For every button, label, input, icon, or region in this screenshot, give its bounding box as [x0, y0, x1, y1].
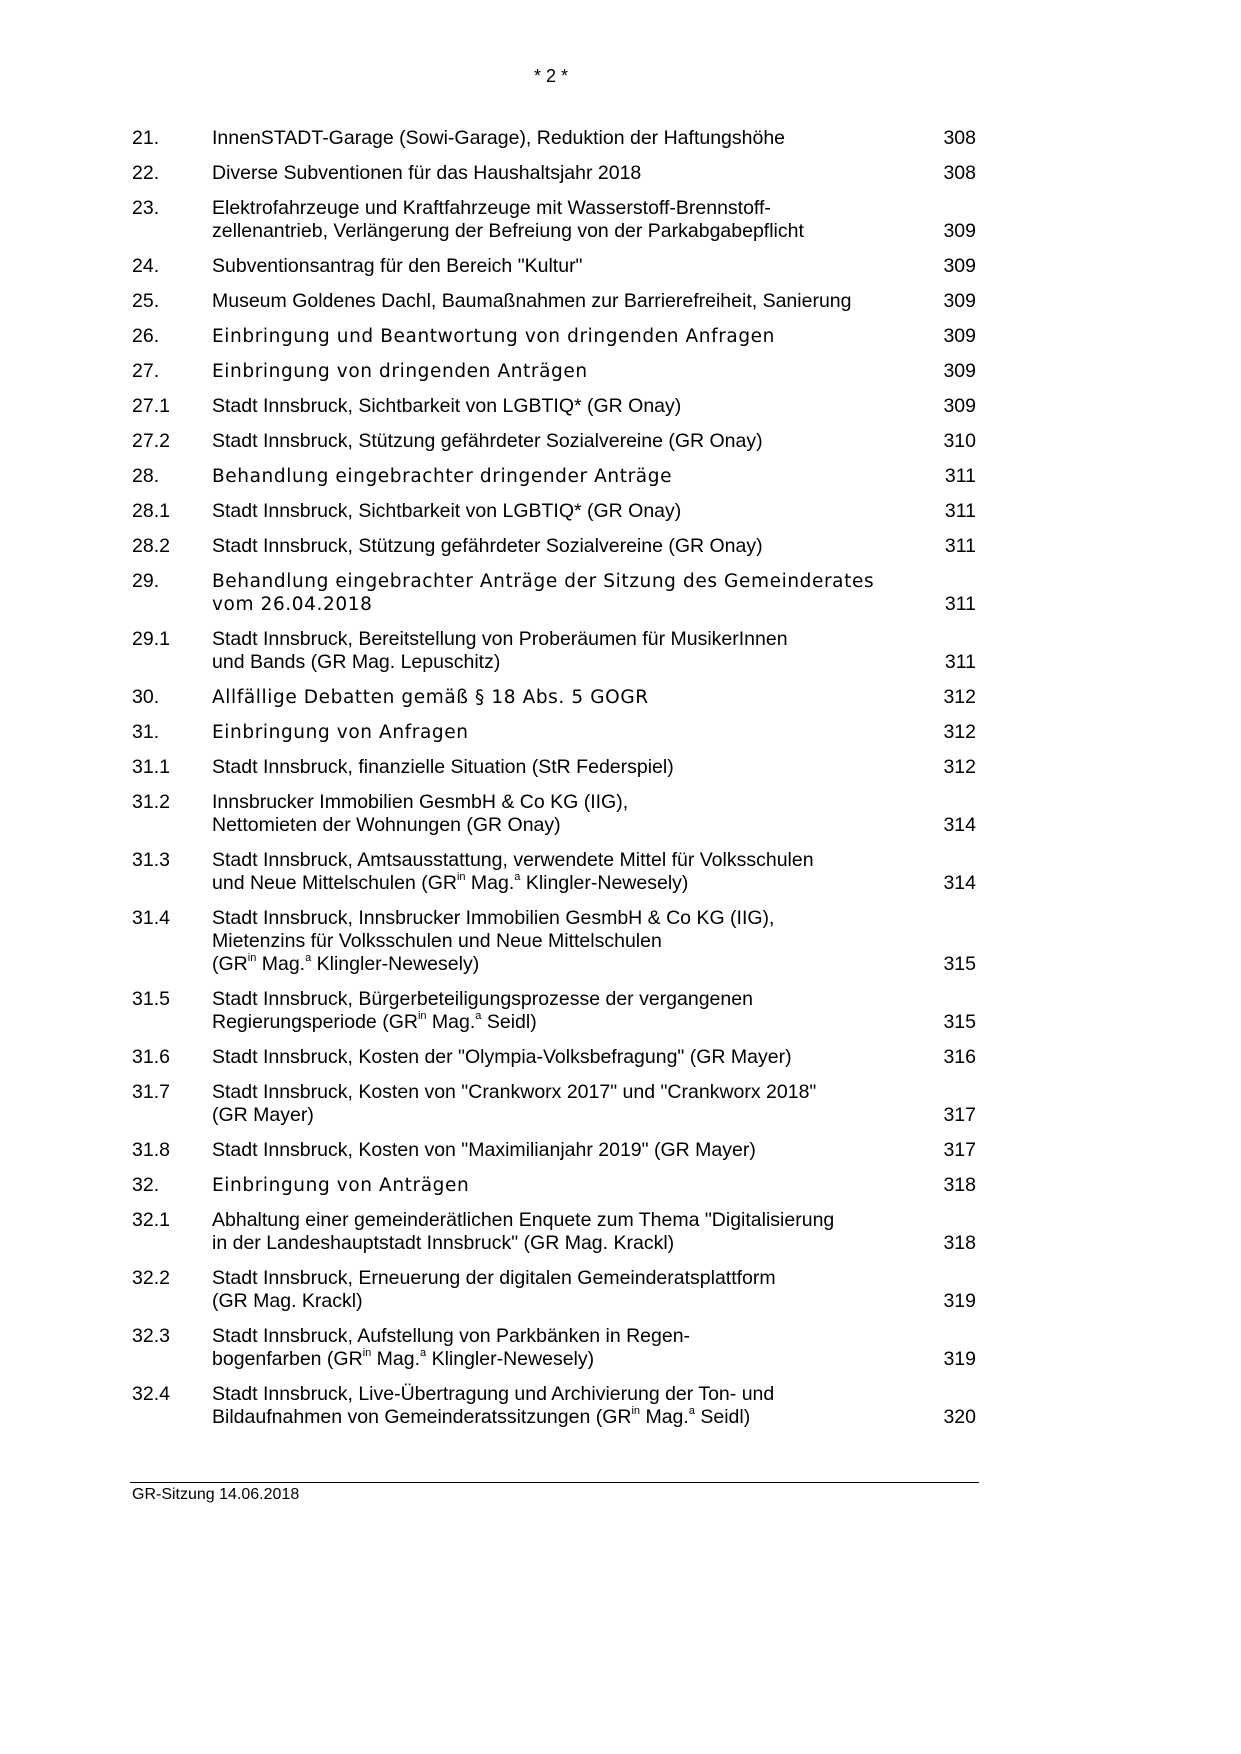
- toc-entry: [0, 1081, 1102, 1127]
- toc-entry: [0, 465, 1102, 488]
- toc-entry-number: 32.: [132, 1174, 160, 1196]
- toc-entry: [0, 255, 1102, 278]
- toc-entry: [0, 1139, 1102, 1162]
- toc-entry: [0, 360, 1102, 383]
- toc-entry-page: 312: [943, 686, 976, 708]
- toc-entry-title: Stadt Innsbruck, Kosten von "Maximilianjahr 2019" (GR Mayer): [212, 1139, 756, 1161]
- toc-entry-page: 312: [943, 756, 976, 778]
- toc-entry-page: 315: [943, 1011, 976, 1033]
- toc-entry: [0, 290, 1102, 313]
- toc-entry: [0, 907, 1102, 976]
- toc-entry: [0, 1383, 1102, 1429]
- toc-entry-number: 26.: [132, 325, 160, 347]
- toc-entry-page: 320: [943, 1406, 976, 1428]
- toc-entry: [0, 1046, 1102, 1069]
- toc-entry-number: 31.1: [132, 756, 170, 778]
- toc-entry: [0, 430, 1102, 453]
- toc-entry-title: Stadt Innsbruck, Aufstellung von Parkbänken in Regen- bogenfarben ($GR^{in}$ Mag.$^a$ Klingler-Newesely): [212, 1325, 691, 1370]
- toc-entry-page: 308: [943, 127, 976, 149]
- toc-entry-number: 21.: [132, 127, 160, 149]
- toc-entry: [0, 1267, 1102, 1313]
- toc-entry-title: Abhaltung einer gemeinderätlichen Enquete zum Thema "Digitalisierung in der Landeshauptstadt Innsbruck" (GR Mag. Krackl): [212, 1209, 835, 1254]
- toc-entry-number: 31.: [132, 721, 160, 743]
- toc-entry-page: 309: [943, 220, 976, 242]
- toc-entry-page: 319: [943, 1348, 976, 1370]
- toc-entry: [0, 1325, 1102, 1371]
- toc-entry: [0, 500, 1102, 523]
- toc-entry-page: 309: [943, 255, 976, 277]
- toc-entry-page: 314: [943, 814, 976, 836]
- toc-entry: [0, 197, 1102, 243]
- toc-entry-page: 311: [944, 593, 976, 615]
- toc-entry: [0, 325, 1102, 348]
- toc-entry-title: Stadt Innsbruck, Sichtbarkeit von LGBTIQ* (GR Onay): [212, 500, 682, 522]
- toc-entry-title: Stadt Innsbruck, Innsbrucker Immobilien GesmbH & Co KG (IIG), Mietenzins für Volksschulen und Neue Mittelschulen ($GR^{in}$ Mag.$^a$ Klingler-Newesely): [212, 907, 775, 975]
- toc-entry-title: Stadt Innsbruck, Bereitstellung von Proberäumen für MusikerInnen und Bands (GR Mag. Lepuschitz): [212, 628, 788, 673]
- toc-entry-title: Stadt Innsbruck, Live-Übertragung und Archivierung der Ton- und Bildaufnahmen von Gemeinderatssitzungen ($GR^{in}$ Mag.$^a$ Seidl): [212, 1383, 775, 1428]
- table-of-contents: [0, 127, 1102, 1441]
- toc-entry-page: 319: [943, 1290, 976, 1312]
- toc-entry-title: Diverse Subventionen für das Haushaltsjahr 2018: [212, 162, 642, 184]
- toc-entry-page: 311: [944, 465, 976, 487]
- toc-entry-number: 25.: [132, 290, 160, 312]
- toc-entry-number: 31.4: [132, 907, 170, 929]
- toc-entry: [0, 1174, 1102, 1197]
- toc-entry-number: 23.: [132, 197, 160, 219]
- toc-entry: [0, 988, 1102, 1034]
- toc-entry-title: Elektrofahrzeuge und Kraftfahrzeuge mit Wasserstoff-Brennstoff- zellenantrieb, Verlängerung der Befreiung von der Parkabgabepflicht: [212, 197, 804, 242]
- toc-entry-title: Einbringung von dringenden Anträgen: [212, 361, 588, 382]
- toc-entry-number: 31.3: [132, 849, 170, 871]
- toc-entry-title: Stadt Innsbruck, finanzielle Situation (StR Federspiel): [212, 756, 674, 778]
- toc-entry-page: 316: [943, 1046, 976, 1068]
- toc-entry-number: 27.1: [132, 395, 170, 417]
- toc-entry-title: Behandlung eingebrachter Anträge der Sitzung des Gemeinderates vom 26.04.2018: [212, 571, 875, 615]
- toc-entry: [0, 628, 1102, 674]
- toc-entry-title: Einbringung von Anträgen: [212, 1175, 470, 1196]
- toc-entry: [0, 686, 1102, 709]
- toc-entry-page: 312: [943, 721, 976, 743]
- toc-entry-title: Stadt Innsbruck, Kosten der "Olympia-Volksbefragung" (GR Mayer): [212, 1046, 792, 1068]
- toc-entry-page: 318: [943, 1232, 976, 1254]
- toc-entry-number: 28.2: [132, 535, 170, 557]
- toc-entry-page: 317: [943, 1139, 976, 1161]
- toc-entry-number: 27.2: [132, 430, 170, 452]
- toc-entry-page: 309: [943, 360, 976, 382]
- toc-entry: [0, 721, 1102, 744]
- toc-entry-title: Stadt Innsbruck, Kosten von "Crankworx 2017" und "Crankworx 2018" (GR Mayer): [212, 1081, 817, 1126]
- toc-entry-number: 31.2: [132, 791, 170, 813]
- toc-entry-number: 31.5: [132, 988, 170, 1010]
- toc-entry-title: Stadt Innsbruck, Erneuerung der digitalen Gemeinderatsplattform (GR Mag. Krackl): [212, 1267, 776, 1312]
- toc-entry-number: 32.2: [132, 1267, 170, 1289]
- toc-entry-title: Behandlung eingebrachter dringender Anträge: [212, 466, 673, 487]
- toc-entry-number: 29.1: [132, 628, 170, 650]
- toc-entry-page: 311: [944, 535, 976, 557]
- toc-entry-title: Subventionsantrag für den Bereich "Kultur": [212, 255, 583, 277]
- toc-entry: [0, 570, 1102, 616]
- toc-entry: [0, 162, 1102, 185]
- toc-entry-title: Stadt Innsbruck, Sichtbarkeit von LGBTIQ* (GR Onay): [212, 395, 682, 417]
- toc-entry: [0, 535, 1102, 558]
- toc-entry: [0, 127, 1102, 150]
- toc-entry-page: 309: [943, 290, 976, 312]
- toc-entry-number: 32.3: [132, 1325, 170, 1347]
- toc-entry-title: Einbringung und Beantwortung von dringenden Anfragen: [212, 326, 775, 347]
- toc-entry-title: Allfällige Debatten gemäß § 18 Abs. 5 GOGR: [212, 687, 649, 708]
- toc-entry-number: 31.6: [132, 1046, 170, 1068]
- toc-entry-number: 32.1: [132, 1209, 170, 1231]
- toc-entry-number: 28.1: [132, 500, 170, 522]
- toc-entry-page: 310: [943, 430, 976, 452]
- footer-text: GR-Sitzung 14.06.2018: [132, 1486, 300, 1503]
- toc-entry-title: Stadt Innsbruck, Amtsausstattung, verwendete Mittel für Volksschulen und Neue Mittelschulen ($GR^{in}$ Mag.$^a$ Klingler-Newesely): [212, 849, 814, 894]
- toc-entry-page: 311: [944, 500, 976, 522]
- toc-entry: [0, 791, 1102, 837]
- toc-entry-page: 308: [943, 162, 976, 184]
- toc-entry-number: 31.7: [132, 1081, 170, 1103]
- toc-entry-number: 31.8: [132, 1139, 170, 1161]
- toc-entry-page: 311: [944, 651, 976, 673]
- toc-entry-number: 22.: [132, 162, 160, 184]
- toc-entry-number: 24.: [132, 255, 160, 277]
- toc-entry-number: 29.: [132, 570, 160, 592]
- footer-divider: [130, 1482, 979, 1483]
- page-number: * 2 *: [533, 66, 569, 86]
- toc-entry-title: InnenSTADT-Garage (Sowi-Garage), Reduktion der Haftungshöhe: [212, 127, 786, 149]
- toc-entry-page: 318: [943, 1174, 976, 1196]
- toc-entry-title: Einbringung von Anfragen: [212, 722, 469, 743]
- toc-entry-title: Stadt Innsbruck, Bürgerbeteiligungsprozesse der vergangenen Regierungsperiode ($GR^{in}$ Mag.$^a$ Seidl): [212, 988, 753, 1033]
- toc-entry-title: Innsbrucker Immobilien GesmbH & Co KG (IIG), Nettomieten der Wohnungen (GR Onay): [212, 791, 629, 836]
- toc-entry-number: 27.: [132, 360, 160, 382]
- toc-entry: [0, 756, 1102, 779]
- toc-entry-page: 309: [943, 395, 976, 417]
- toc-entry-page: 309: [943, 325, 976, 347]
- toc-entry-page: 314: [943, 872, 976, 894]
- toc-entry-page: 315: [943, 953, 976, 975]
- toc-entry-number: 28.: [132, 465, 160, 487]
- toc-entry-page: 317: [943, 1104, 976, 1126]
- toc-entry: [0, 849, 1102, 895]
- toc-entry-number: 30.: [132, 686, 160, 708]
- toc-entry-title: Stadt Innsbruck, Stützung gefährdeter Sozialvereine (GR Onay): [212, 430, 763, 452]
- toc-entry-title: Museum Goldenes Dachl, Baumaßnahmen zur Barrierefreiheit, Sanierung: [212, 290, 852, 312]
- toc-entry: [0, 1209, 1102, 1255]
- toc-entry-title: Stadt Innsbruck, Stützung gefährdeter Sozialvereine (GR Onay): [212, 535, 763, 557]
- toc-entry: [0, 395, 1102, 418]
- toc-entry-number: 32.4: [132, 1383, 170, 1405]
